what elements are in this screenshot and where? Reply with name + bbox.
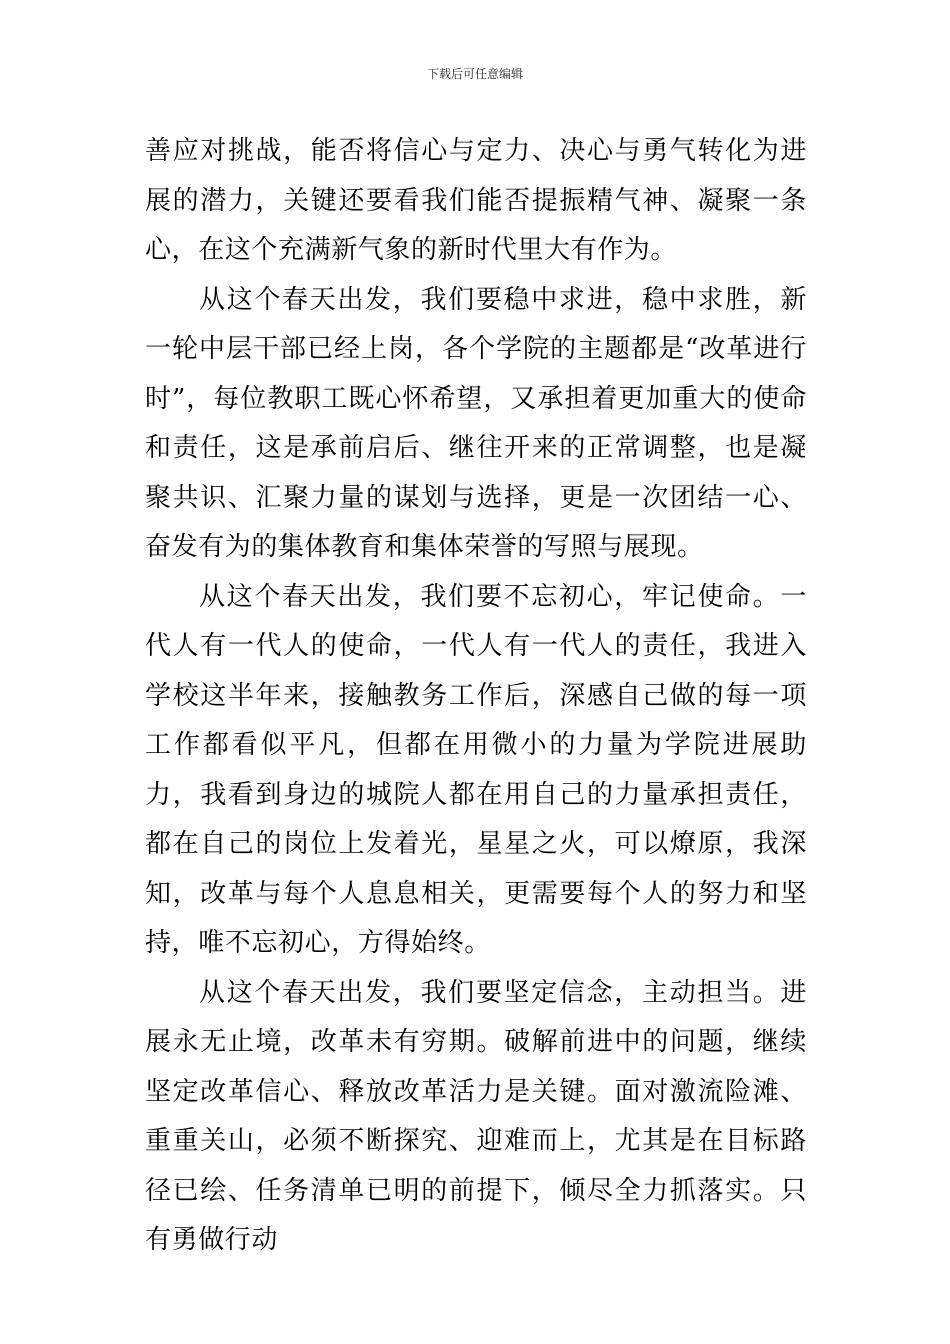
paragraph-1: 善应对挑战，能否将信心与定力、决心与勇气转化为进展的潜力，关键还要看我们能否提振精气神、凝聚一条心，在这个充满新气象的新时代里大有作为。 [145,136,807,265]
paragraph-4: 从这个春天出发，我们要坚定信念，主动担当。进展永无止境，改革未有穷期。破解前进中的问题，继续坚定改革信心、释放改革活力是关键。面对激流险滩、重重关山，必须不断探究、迎难而上，尤其是在目标路径已绘、任务清单已明的前提下，倾尽全力抓落实。只有勇做行动 [145,977,807,1255]
paragraph-2: 从这个春天出发，我们要稳中求进，稳中求胜，新一轮中层干部已经上岗，各个学院的主题都是“改革进行时”，每位教职工既心怀希望，又承担着更加重大的使命和责任，这是承前启后、继往开来的正常调整，也是凝聚共识、汇聚力量的谋划与选择，更是一次团结一心、奋发有为的集体教育和集体荣誉的写照与展现。 [145,284,807,562]
paragraph-3: 从这个春天出发，我们要不忘初心，牢记使命。一代人有一代人的使命，一代人有一代人的责任，我进入学校这半年来，接触教务工作后，深感自己做的每一项工作都看似平凡，但都在用微小的力量为学院进展助力，我看到身边的城院人都在用自己的力量承担责任，都在自己的岗位上发着光，星星之火，可以燎原，我深知，改革与每个人息息相关，更需要每个人的努力和坚持，唯不忘初心，方得始终。 [145,581,807,958]
page-header: 下载后可任意编辑 [426,67,523,81]
document-body [145,127,807,1266]
